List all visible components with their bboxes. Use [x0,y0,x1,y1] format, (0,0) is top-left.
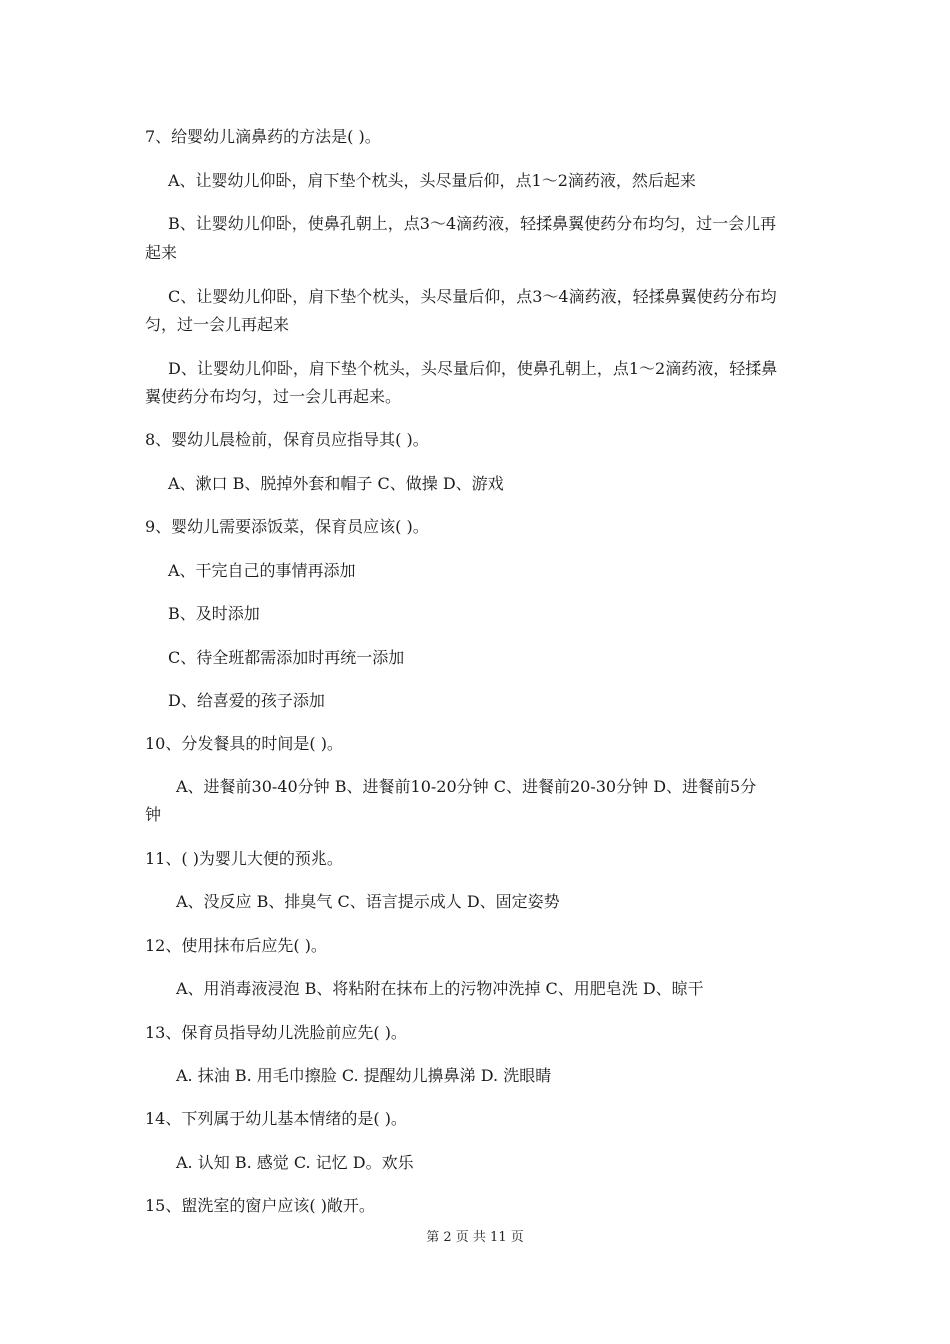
question-10-options-cont: 钟 [145,805,162,824]
question-9-stem: 9、婴幼儿需要添饭菜，保育员应该( )。 [145,517,429,536]
question-10-options: A、进餐前30-40分钟 B、进餐前10-20分钟 C、进餐前20-30分钟 D、进餐前5分 [176,777,757,796]
question-9-option-c: C、待全班都需添加时再统一添加 [168,648,405,667]
question-7-option-a: A、让婴幼儿仰卧，肩下垫个枕头，头尽量后仰，点1～2滴药液，然后起来 [168,171,696,190]
question-13-options: A. 抹油 B. 用毛巾擦脸 C. 提醒幼儿擤鼻涕 D. 洗眼睛 [176,1066,552,1085]
question-7-option-c: C、让婴幼儿仰卧，肩下垫个枕头，头尽量后仰，点3～4滴药液，轻揉鼻翼使药分布均 [168,287,777,306]
question-9-option-b: B、及时添加 [168,604,260,623]
question-10-stem: 10、分发餐具的时间是( )。 [145,734,343,753]
question-9-option-d: D、给喜爱的孩子添加 [168,691,325,710]
question-11-stem: 11、( )为婴儿大便的预兆。 [145,849,343,868]
question-9-option-a: A、干完自己的事情再添加 [168,561,356,580]
question-13-stem: 13、保育员指导幼儿洗脸前应先( )。 [145,1023,407,1042]
question-7-option-d-cont: 翼使药分布均匀，过一会儿再起来。 [145,387,402,406]
question-7-option-d: D、让婴幼儿仰卧，肩下垫个枕头，头尽量后仰，使鼻孔朝上，点1～2滴药液，轻揉鼻 [168,359,778,378]
question-11-options: A、没反应 B、排臭气 C、语言提示成人 D、固定姿势 [176,892,560,911]
question-12-stem: 12、使用抹布后应先( )。 [145,936,327,955]
question-8-options: A、漱口 B、脱掉外套和帽子 C、做操 D、游戏 [168,474,504,493]
question-7-option-b-cont: 起来 [145,243,178,262]
question-8-stem: 8、婴幼儿晨检前，保育员应指导其( )。 [145,430,429,449]
question-7-option-b: B、让婴幼儿仰卧，使鼻孔朝上，点3～4滴药液，轻揉鼻翼使药分布均匀，过一会儿再 [168,214,777,233]
question-14-options: A. 认知 B. 感觉 C. 记忆 D。欢乐 [176,1153,414,1172]
question-7-option-c-cont: 匀，过一会儿再起来 [145,315,290,334]
question-14-stem: 14、下列属于幼儿基本情绪的是( )。 [145,1109,407,1128]
question-12-options: A、用消毒液浸泡 B、将粘附在抹布上的污物冲洗掉 C、用肥皂洗 D、晾干 [176,979,704,998]
question-7-stem: 7、给婴幼儿滴鼻药的方法是( )。 [145,127,381,146]
page-footer: 第 2 页 共 11 页 [426,1230,524,1245]
question-15-stem: 15、盥洗室的窗户应该( )敞开。 [145,1196,375,1215]
